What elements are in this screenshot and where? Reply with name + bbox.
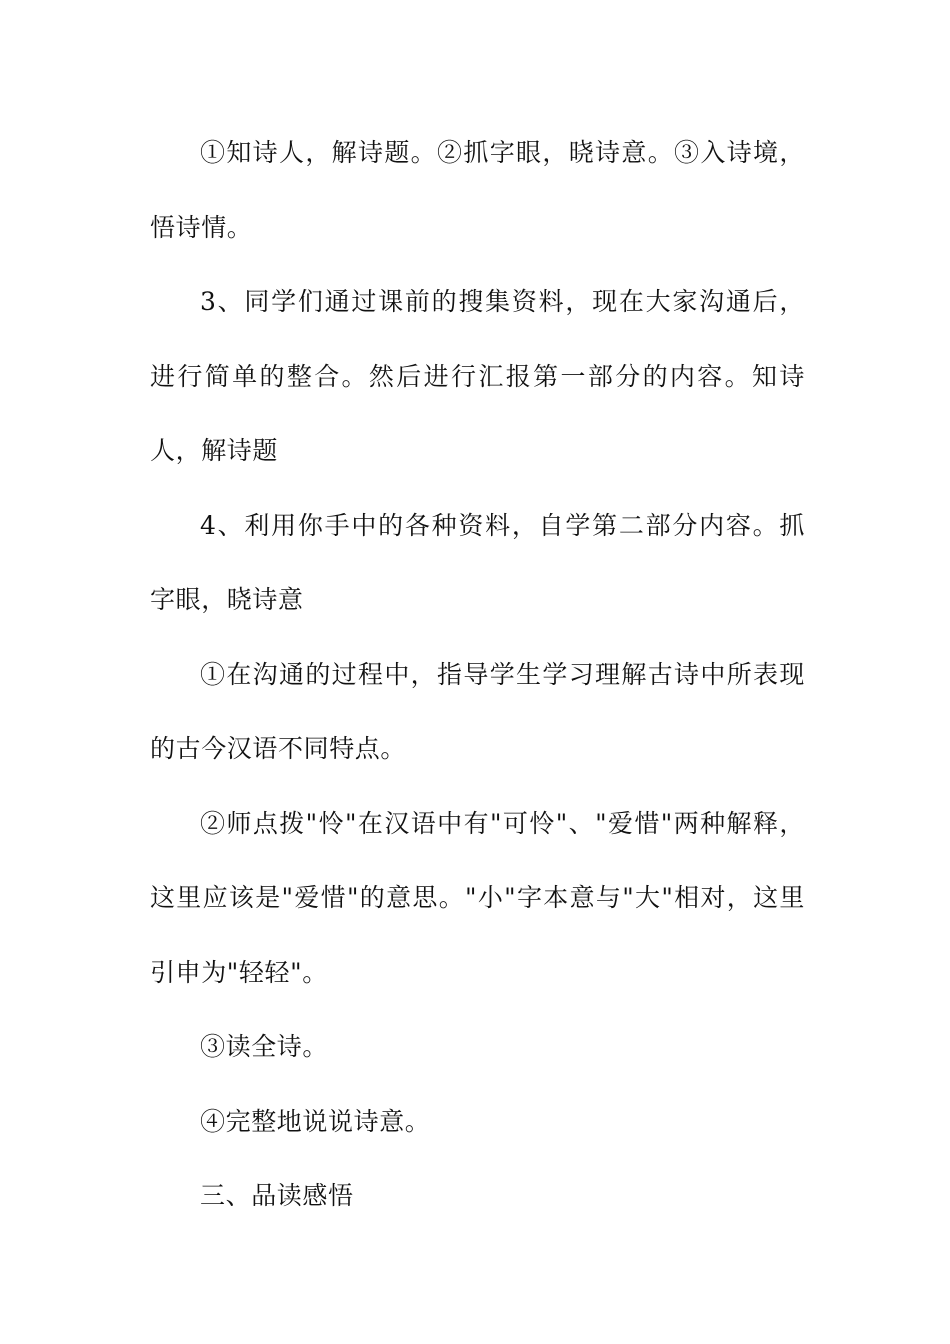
paragraph-substep-3: ③读全诗。 — [200, 1032, 329, 1061]
section-heading-three: 三、品读感悟 — [200, 1181, 354, 1210]
paragraph-steps-summary: ①知诗人，解诗题。②抓字眼，晓诗意。③入诗境，悟诗情。 — [150, 138, 805, 242]
paragraph-step-3: 3、同学们通过课前的搜集资料，现在大家沟通后，进行简单的整合。然后进行汇报第一部分的内容。知诗人，解诗题 — [150, 287, 805, 465]
paragraph-step-4: 4、利用你手中的各种资料，自学第二部分内容。抓字眼，晓诗意 — [150, 510, 805, 614]
document-body — [150, 116, 805, 1234]
paragraph-substep-1: ①在沟通的过程中，指导学生学习理解古诗中所表现的古今汉语不同特点。 — [150, 659, 805, 763]
paragraph-substep-2: ②师点拨"怜"在汉语中有"可怜"、"爱惜"两种解释，这里应该是"爱惜"的意思。"小"字本意与"大"相对，这里引申为"轻轻"。 — [150, 808, 805, 987]
paragraph-substep-4: ④完整地说说诗意。 — [200, 1106, 431, 1136]
